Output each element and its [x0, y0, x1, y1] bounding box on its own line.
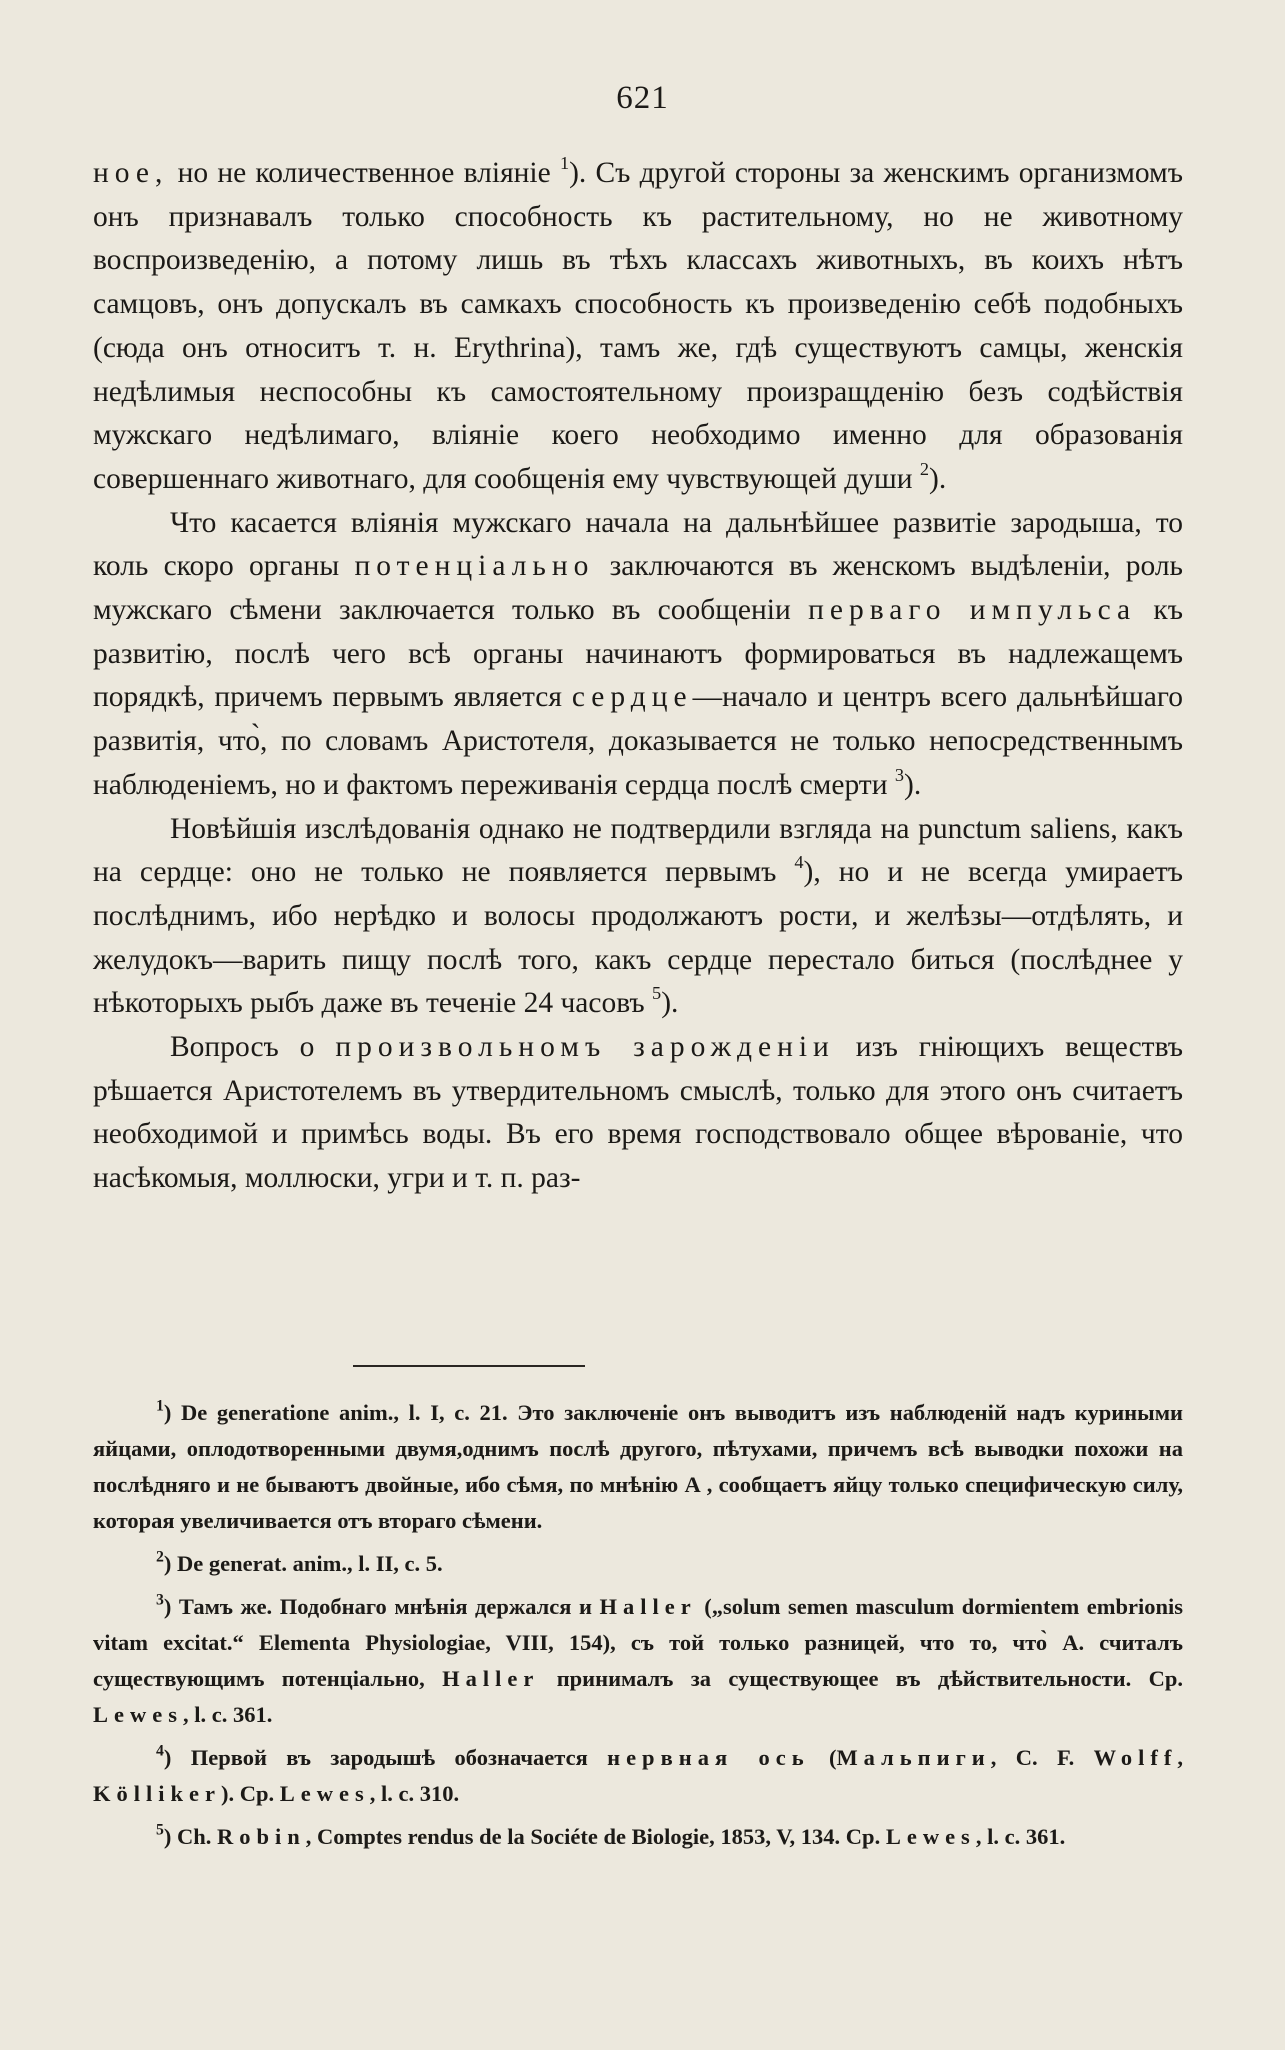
- footnote-ref[interactable]: 3: [894, 765, 904, 786]
- footnote-ref[interactable]: 4: [794, 852, 804, 873]
- footnote-2: [93, 1546, 1183, 1582]
- text-run: ).: [904, 768, 922, 801]
- spaced-text: ное,: [93, 157, 169, 189]
- spaced-text: Wolff: [1093, 1745, 1178, 1770]
- footnote-ref[interactable]: 2: [919, 459, 929, 480]
- text-run: , l. c. 361.: [183, 1702, 273, 1727]
- text-run: ) Тамъ же. Подобнаго мнѣнія держался и: [163, 1594, 600, 1619]
- text-run: —начало и центръ всего дальнѣйшаго развитія, что̀, по словамъ Аристотеля, доказывается не только непосредственнымъ наблюденіемъ, но и фактомъ переживанія сердца послѣ смерти: [93, 681, 1183, 801]
- spaced-text: Kölliker: [93, 1781, 221, 1806]
- text-run: ) Ch.: [163, 1824, 218, 1849]
- text-run: , сообщаетъ яйцу только специфическую силу, которая увеличивается отъ втораго сѣмени.: [93, 1472, 1183, 1533]
- text-run: ), но и не всегда умираетъ послѣднимъ, ибо нерѣдко и волосы продолжаютъ рости, и желѣзы—отдѣлять, и желудокъ—варить пищу послѣ того, какъ сердце перестало биться (послѣднее у нѣкоторыхъ рыбъ даже въ теченіе 24 часовъ: [93, 856, 1183, 1020]
- footnote-3: [93, 1589, 1183, 1733]
- footnote-separator: [353, 1365, 585, 1367]
- footnote-4: [93, 1740, 1183, 1812]
- footnote-ref[interactable]: 5: [652, 983, 662, 1004]
- paragraph-1: [93, 152, 1183, 502]
- spaced-text: потенціально: [354, 550, 595, 583]
- spaced-text: Haller: [599, 1594, 697, 1619]
- text-run: заключаются въ женскомъ выдѣленіи, роль мужскаго сѣмени заключается только въ сообщеніи: [93, 550, 1183, 627]
- text-run: Новѣйшія изслѣдованія однако не подтвердили взгляда на punctum saliens, какъ на сердце: оно не только не появляется первымъ: [93, 812, 1183, 889]
- text-run: Что касается вліянія мужскаго начала на дальнѣйшее развитіе зародыша, то коль скоро органы: [93, 506, 1183, 583]
- text-run: ) Первой въ зародышѣ обозначается: [163, 1745, 608, 1770]
- paragraph-3: [93, 808, 1183, 1027]
- paragraph-4: [93, 1026, 1183, 1201]
- text-run: , C. F.: [990, 1745, 1094, 1770]
- paragraph-2: [93, 502, 1183, 808]
- spaced-text: Lewes: [93, 1702, 183, 1727]
- page-number: 621: [616, 80, 669, 116]
- spaced-text: сердце: [571, 681, 693, 714]
- footnote-1: [93, 1395, 1183, 1539]
- text-run: принималъ за существующее въ дѣйствительности. Ср.: [539, 1666, 1183, 1691]
- text-run: ).: [929, 462, 947, 495]
- text-run: ). Съ другой стороны за женскимъ организмомъ онъ признавалъ только способность къ растительному, но не животному воспроизведенію, а потому лишь въ тѣхъ классахъ животныхъ, въ коихъ нѣтъ самцовъ, онъ допускалъ въ самкахъ способность къ произведенію себѣ подобныхъ (сюда онъ относитъ т. н. Erythrina), тамъ же, гдѣ существуютъ самцы, женскія недѣлимыя неспособны къ самостоятельному произращденію безъ содѣйствія мужскаго недѣлимаго, вліяніе коего необходимо именно для образованія совершеннаго животнаго, для сообщенія ему чувствующей души: [93, 157, 1183, 495]
- footnote-number: 1: [156, 1397, 164, 1415]
- spaced-text: Robin: [217, 1824, 306, 1849]
- spaced-text: перваго импульса: [808, 594, 1137, 627]
- text-run: , l. c. 361.: [975, 1824, 1066, 1849]
- footnote-number: 3: [156, 1591, 164, 1609]
- text-run: („solum semen masculum dormientem embrionis vitam excitat.“ Elementa Physiologiae, VIII, 154), съ той только разницей, что то, что̀ А. считалъ существующимъ потенціально,: [93, 1594, 1183, 1691]
- footnote-ref[interactable]: 1: [559, 153, 570, 174]
- footnote-number: 2: [156, 1548, 164, 1566]
- footnote-5: [93, 1819, 1183, 1855]
- text-run: ). Ср.: [221, 1781, 280, 1806]
- text-run: Вопросъ о: [170, 1031, 336, 1064]
- text-run: (: [809, 1745, 837, 1770]
- text-run: изъ гніющихъ веществъ рѣшается Аристотелемъ въ утвердительномъ смыслѣ, только для этого онъ считаетъ необходимой и примѣсь воды. Въ его время господствовало общее вѣрованіе, что насѣкомыя, моллюски, угри и т. п. раз-: [93, 1031, 1184, 1195]
- spaced-text: Lewes: [279, 1781, 370, 1806]
- text-run: ) De generatione anim., l. I, c. 21. Это заключеніе онъ выводитъ изъ наблюденій надъ куриными яйцами, оплодотворенными двумя,однимъ послѣ другого, пѣтухами, причемъ всѣ выводки похожи на послѣдняго и не бываютъ двойные, ибо сѣмя, по мнѣнію: [93, 1400, 1183, 1497]
- spaced-text: нервная ось: [607, 1745, 810, 1770]
- main-text: [93, 152, 1183, 1201]
- spaced-text: произвольномъ зарожденіи: [335, 1031, 835, 1064]
- text-run: къ развитію, послѣ чего всѣ органы начинаютъ формироваться въ надлежащемъ порядкѣ, причемъ первымъ является: [93, 594, 1184, 714]
- text-run: ) De generat. anim., l. II, c. 5.: [163, 1551, 443, 1576]
- spaced-text: Мальпиги: [836, 1745, 991, 1770]
- text-run: , Comptes rendus de la Sociéte de Biologie, 1853, V, 134. Ср.: [305, 1824, 886, 1849]
- spaced-text: Haller: [442, 1666, 540, 1691]
- text-run: , l. c. 310.: [369, 1781, 460, 1806]
- text-run: но не количественное вліяніе: [168, 157, 560, 189]
- text-run: ).: [661, 987, 679, 1020]
- text-run: ,: [1177, 1745, 1183, 1770]
- footnotes: [93, 1395, 1183, 1862]
- footnote-number: 4: [156, 1742, 164, 1760]
- spaced-text: Lewes: [885, 1824, 976, 1849]
- spaced-text: А: [684, 1472, 707, 1497]
- footnote-number: 5: [156, 1821, 164, 1839]
